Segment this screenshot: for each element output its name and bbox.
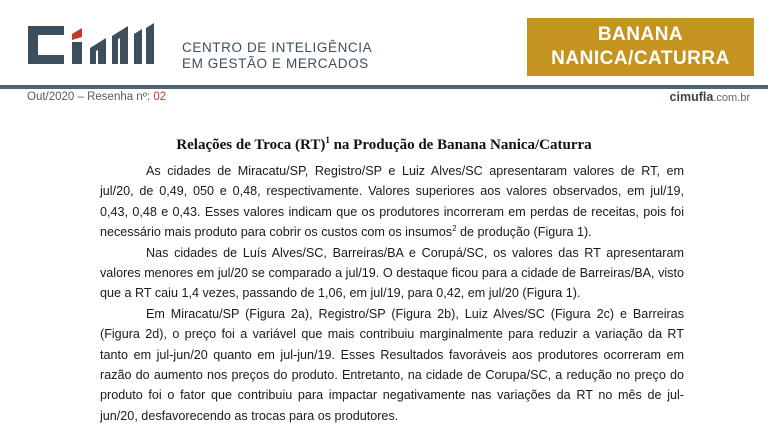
paragraph-1-footnote-mark: 2 xyxy=(452,224,457,234)
paragraph-1 xyxy=(100,161,684,243)
paragraph-3: Em Miracatu/SP (Figura 2a), Registro/SP (Figura 2b), Luiz Alves/SC (Figura 2c) e Barreiras (Figura 2d), o preço foi a variável que mais contribuiu marginalmente para reduzir a variação da RT tanto em jul-jun/20 quanto em jul-jun/19. Esses Resultados favoráveis aos produtores ocorreram em razão do aumento nos preços do produto. Entretanto, na cidade de Corupa/SC, a redução no preço do produto foi o fator que contribuiu para impactar negativamente nas variações da RT no mês de jul-jun/20, desfavorecendo as trocas para os produtores. xyxy=(100,306,684,423)
logo-wordmark xyxy=(182,40,372,72)
header-divider xyxy=(0,85,768,89)
site-domain: .com.br xyxy=(713,92,750,104)
site-name: cimufla xyxy=(669,90,714,104)
product-badge xyxy=(527,18,754,76)
cim-logo xyxy=(24,20,174,70)
badge-line-2: NANICA/CATURRA xyxy=(551,48,730,69)
paragraph-1-text: As cidades de Miracatu/SP, Registro/SP e Luiz Alves/SC apresentaram valores de RT, em jul/20, de 0,49, 050 e 0,48, respectivamente. Valores superiores aos valores observados, em jul/19, 0,43, 0,48 e 0,43. Esses valores indicam que os produtores incorreram em perdas de receitas, pois foi necessário mais produto para cobrir os custos com os insumos xyxy=(100,164,684,240)
title-rest: na Produção de Banana Nanica/Caturra xyxy=(329,137,592,153)
title-main: Relações de Troca (RT) xyxy=(176,137,326,153)
badge-line-1: BANANA xyxy=(597,24,684,45)
site-link[interactable] xyxy=(670,90,750,104)
logo-line-1: CENTRO DE INTELIGÊNCIA xyxy=(182,40,373,55)
article-title xyxy=(0,135,768,154)
logo-line-2: EM GESTÃO E MERCADOS xyxy=(182,56,369,71)
article-body xyxy=(100,161,684,426)
title-footnote-mark: 1 xyxy=(325,135,330,145)
issue-prefix: Out/2020 – Resenha nº: xyxy=(27,91,154,103)
paragraph-2: Nas cidades de Luís Alves/SC, Barreiras/BA e Corupá/SC, os valores das RT apresentaram valores menores em jul/20 se comparado a jul/19. O destaque ficou para a cidade de Barreiras/BA, visto que a RT caiu 1,4 vezes, passando de 1,06, em jul/19, para 0,42, em jul/20 (Figura 1). xyxy=(100,245,684,301)
paragraph-1-end: de produção (Figura 1). xyxy=(456,225,592,240)
issue-meta xyxy=(27,91,166,103)
page-header xyxy=(0,0,768,104)
issue-number: 02 xyxy=(153,91,167,103)
